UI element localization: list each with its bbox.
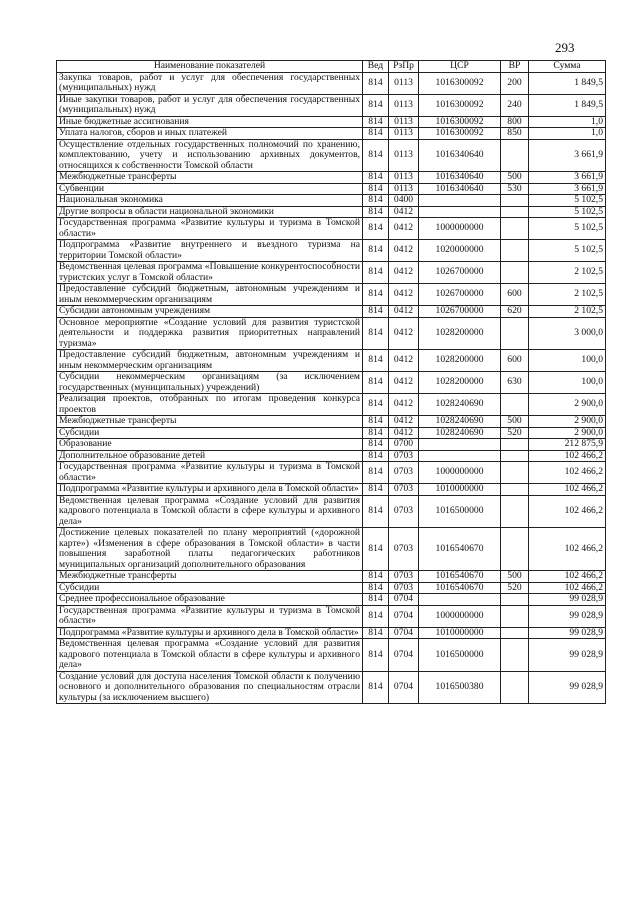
table-row <box>57 128 606 140</box>
cell-rzpr: 0703 <box>389 495 419 528</box>
cell-vr: 850 <box>501 128 529 140</box>
cell-rzpr: 0113 <box>389 116 419 128</box>
cell-ved: 814 <box>363 671 389 704</box>
cell-ved: 814 <box>363 206 389 218</box>
cell-ved: 814 <box>363 317 389 350</box>
cell-vr <box>501 594 529 606</box>
cell-vr: 520 <box>501 427 529 439</box>
table-row <box>57 372 606 394</box>
cell-csr <box>419 195 501 207</box>
cell-vr <box>501 218 529 240</box>
table-row <box>57 116 606 128</box>
table-body <box>57 72 606 704</box>
cell-rzpr: 0704 <box>389 671 419 704</box>
table-row <box>57 139 606 172</box>
cell-rzpr: 0113 <box>389 183 419 195</box>
cell-csr: 1000000000 <box>419 218 501 240</box>
cell-name: Образование <box>57 439 363 451</box>
page-number: 293 <box>555 40 575 55</box>
cell-ved: 814 <box>363 582 389 594</box>
table-row <box>57 605 606 627</box>
cell-name: Достижение целевых показателей по плану мероприятий («дорожной карте») «Изменения в сфере образования в Томской области» в части повышения заработной платы педагогических работников муниципальных организаций дополнительного образования <box>57 528 363 571</box>
cell-vr <box>501 240 529 262</box>
table-row <box>57 394 606 416</box>
cell-rzpr: 0400 <box>389 195 419 207</box>
cell-vr <box>501 495 529 528</box>
cell-name: Государственная программа «Развитие культуры и туризма в Томской области» <box>57 218 363 240</box>
cell-rzpr: 0412 <box>389 284 419 306</box>
table-row <box>57 317 606 350</box>
cell-name: Субсидии <box>57 427 363 439</box>
table-row <box>57 262 606 284</box>
cell-vr <box>501 262 529 284</box>
cell-name: Создание условий для доступа населения Томской области к получению основного и дополнительного образования по специальностям отрасли культуры (за исключением высшего) <box>57 671 363 704</box>
cell-ved: 814 <box>363 416 389 428</box>
cell-csr: 1016540670 <box>419 528 501 571</box>
cell-csr: 1016500380 <box>419 671 501 704</box>
cell-sum: 99 028,9 <box>529 594 606 606</box>
cell-vr <box>501 639 529 672</box>
cell-csr: 1020000000 <box>419 240 501 262</box>
cell-name: Предоставление субсидий бюджетным, автономным учреждениям и иным некоммерческим организациям <box>57 350 363 372</box>
cell-name: Подпрограмма «Развитие внутреннего и въездного туризма на территории Томской области» <box>57 240 363 262</box>
cell-sum: 99 028,9 <box>529 605 606 627</box>
cell-rzpr: 0703 <box>389 484 419 496</box>
cell-vr: 620 <box>501 306 529 318</box>
cell-ved: 814 <box>363 594 389 606</box>
cell-vr: 200 <box>501 72 529 94</box>
cell-ved: 814 <box>363 372 389 394</box>
cell-rzpr: 0412 <box>389 416 419 428</box>
cell-sum: 102 466,2 <box>529 528 606 571</box>
cell-sum: 5 102,5 <box>529 195 606 207</box>
cell-csr: 1028200000 <box>419 317 501 350</box>
table-row <box>57 183 606 195</box>
cell-rzpr: 0704 <box>389 594 419 606</box>
table-row <box>57 350 606 372</box>
cell-csr: 1016540670 <box>419 582 501 594</box>
cell-rzpr: 0412 <box>389 394 419 416</box>
header-name: Наименование показателей <box>57 61 363 73</box>
cell-ved: 814 <box>363 172 389 184</box>
cell-name: Межбюджетные трансферты <box>57 172 363 184</box>
table-row <box>57 571 606 583</box>
cell-vr: 520 <box>501 582 529 594</box>
cell-rzpr: 0113 <box>389 128 419 140</box>
table-row <box>57 450 606 462</box>
cell-name: Подпрограмма «Развитие культуры и архивного дела в Томской области» <box>57 484 363 496</box>
cell-csr: 1028200000 <box>419 372 501 394</box>
cell-csr: 1010000000 <box>419 484 501 496</box>
cell-sum: 2 102,5 <box>529 284 606 306</box>
cell-vr <box>501 484 529 496</box>
cell-sum: 3 661,9 <box>529 139 606 172</box>
cell-csr <box>419 206 501 218</box>
cell-name: Ведомственная целевая программа «Создание условий для развития кадрового потенциала в Томской области в сфере культуры и архивного дела» <box>57 495 363 528</box>
cell-name: Субсидии <box>57 582 363 594</box>
header-vr: ВР <box>501 61 529 73</box>
table-row <box>57 218 606 240</box>
table-row <box>57 427 606 439</box>
table-row <box>57 462 606 484</box>
cell-ved: 814 <box>363 183 389 195</box>
cell-ved: 814 <box>363 484 389 496</box>
cell-vr: 530 <box>501 183 529 195</box>
cell-name: Осуществление отдельных государственных полномочий по хранению, комплектованию, учету и использованию архивных документов, относящихся к собственности Томской области <box>57 139 363 172</box>
table-row <box>57 671 606 704</box>
cell-rzpr: 0412 <box>389 262 419 284</box>
cell-sum: 5 102,5 <box>529 218 606 240</box>
cell-csr: 1026700000 <box>419 262 501 284</box>
cell-ved: 814 <box>363 639 389 672</box>
cell-name: Субсидии некоммерческим организациям (за исключением государственных (муниципальных) учреждений) <box>57 372 363 394</box>
cell-vr <box>501 394 529 416</box>
cell-csr: 1010000000 <box>419 627 501 639</box>
table-row <box>57 306 606 318</box>
cell-rzpr: 0412 <box>389 317 419 350</box>
cell-name: Дополнительное образование детей <box>57 450 363 462</box>
table-row <box>57 484 606 496</box>
cell-name: Межбюджетные трансферты <box>57 416 363 428</box>
cell-vr: 800 <box>501 116 529 128</box>
cell-name: Иные бюджетные ассигнования <box>57 116 363 128</box>
cell-rzpr: 0412 <box>389 306 419 318</box>
cell-sum: 1 849,5 <box>529 94 606 116</box>
cell-csr: 1028240690 <box>419 394 501 416</box>
cell-sum: 102 466,2 <box>529 484 606 496</box>
cell-csr: 1016340640 <box>419 139 501 172</box>
table-row <box>57 439 606 451</box>
cell-ved: 814 <box>363 218 389 240</box>
header-csr: ЦСР <box>419 61 501 73</box>
cell-vr <box>501 139 529 172</box>
cell-vr: 630 <box>501 372 529 394</box>
cell-vr: 500 <box>501 416 529 428</box>
cell-sum: 99 028,9 <box>529 627 606 639</box>
cell-sum: 1 849,5 <box>529 72 606 94</box>
cell-sum: 3 661,9 <box>529 183 606 195</box>
cell-name: Реализация проектов, отобранных по итогам проведения конкурса проектов <box>57 394 363 416</box>
cell-ved: 814 <box>363 450 389 462</box>
cell-csr: 1028240690 <box>419 427 501 439</box>
cell-rzpr: 0704 <box>389 639 419 672</box>
cell-vr: 500 <box>501 172 529 184</box>
cell-ved: 814 <box>363 284 389 306</box>
cell-name: Иные закупки товаров, работ и услуг для обеспечения государственных (муниципальных) нужд <box>57 94 363 116</box>
cell-rzpr: 0412 <box>389 240 419 262</box>
cell-ved: 814 <box>363 462 389 484</box>
table-row <box>57 240 606 262</box>
cell-ved: 814 <box>363 116 389 128</box>
cell-vr <box>501 439 529 451</box>
cell-name: Ведомственная целевая программа «Создание условий для развития кадрового потенциала в Томской области в сфере культуры и архивного дела» <box>57 639 363 672</box>
cell-csr: 1026700000 <box>419 306 501 318</box>
cell-vr <box>501 528 529 571</box>
budget-table <box>56 60 606 704</box>
cell-vr <box>501 627 529 639</box>
cell-sum: 1,0 <box>529 128 606 140</box>
cell-rzpr: 0412 <box>389 427 419 439</box>
cell-sum: 1,0 <box>529 116 606 128</box>
cell-name: Национальная экономика <box>57 195 363 207</box>
cell-csr <box>419 450 501 462</box>
cell-rzpr: 0113 <box>389 72 419 94</box>
cell-name: Среднее профессиональное образование <box>57 594 363 606</box>
cell-vr: 600 <box>501 350 529 372</box>
header-sum: Сумма <box>529 61 606 73</box>
cell-ved: 814 <box>363 306 389 318</box>
cell-rzpr: 0704 <box>389 627 419 639</box>
cell-name: Субсидии автономным учреждениям <box>57 306 363 318</box>
cell-rzpr: 0113 <box>389 94 419 116</box>
cell-name: Основное мероприятие «Создание условий для развития туристской деятельности и поддержка развития приоритетных направлений туризма» <box>57 317 363 350</box>
cell-rzpr: 0703 <box>389 582 419 594</box>
cell-ved: 814 <box>363 72 389 94</box>
cell-ved: 814 <box>363 439 389 451</box>
cell-rzpr: 0412 <box>389 350 419 372</box>
cell-ved: 814 <box>363 94 389 116</box>
table-row <box>57 627 606 639</box>
cell-csr: 1016500000 <box>419 495 501 528</box>
table-row <box>57 528 606 571</box>
table-row <box>57 495 606 528</box>
header-rzpr: РзПр <box>389 61 419 73</box>
cell-rzpr: 0703 <box>389 528 419 571</box>
cell-sum: 212 875,9 <box>529 439 606 451</box>
cell-name: Другие вопросы в области национальной экономики <box>57 206 363 218</box>
cell-ved: 814 <box>363 139 389 172</box>
cell-csr: 1016300092 <box>419 116 501 128</box>
cell-rzpr: 0113 <box>389 139 419 172</box>
cell-ved: 814 <box>363 394 389 416</box>
cell-sum: 2 102,5 <box>529 262 606 284</box>
table-row <box>57 639 606 672</box>
cell-vr <box>501 317 529 350</box>
cell-name: Закупка товаров, работ и услуг для обеспечения государственных (муниципальных) нужд <box>57 72 363 94</box>
cell-sum: 102 466,2 <box>529 582 606 594</box>
table-row <box>57 72 606 94</box>
cell-rzpr: 0703 <box>389 462 419 484</box>
table-row <box>57 594 606 606</box>
header-ved: Вед <box>363 61 389 73</box>
table-row <box>57 195 606 207</box>
cell-csr: 1016340640 <box>419 183 501 195</box>
cell-csr: 1000000000 <box>419 605 501 627</box>
cell-name: Подпрограмма «Развитие культуры и архивного дела в Томской области» <box>57 627 363 639</box>
cell-sum: 2 102,5 <box>529 306 606 318</box>
cell-sum: 2 900,0 <box>529 427 606 439</box>
table-row <box>57 206 606 218</box>
cell-ved: 814 <box>363 262 389 284</box>
cell-vr: 240 <box>501 94 529 116</box>
cell-csr: 1000000000 <box>419 462 501 484</box>
cell-name: Государственная программа «Развитие культуры и туризма в Томской области» <box>57 462 363 484</box>
cell-csr <box>419 439 501 451</box>
cell-csr: 1016300092 <box>419 72 501 94</box>
cell-ved: 814 <box>363 495 389 528</box>
table-row <box>57 582 606 594</box>
cell-vr: 500 <box>501 571 529 583</box>
cell-sum: 100,0 <box>529 372 606 394</box>
cell-ved: 814 <box>363 427 389 439</box>
cell-rzpr: 0412 <box>389 206 419 218</box>
cell-rzpr: 0412 <box>389 218 419 240</box>
cell-ved: 814 <box>363 528 389 571</box>
cell-ved: 814 <box>363 627 389 639</box>
cell-ved: 814 <box>363 571 389 583</box>
cell-rzpr: 0412 <box>389 372 419 394</box>
cell-ved: 814 <box>363 128 389 140</box>
cell-vr: 600 <box>501 284 529 306</box>
cell-rzpr: 0113 <box>389 172 419 184</box>
cell-csr: 1016340640 <box>419 172 501 184</box>
cell-sum: 3 661,9 <box>529 172 606 184</box>
cell-vr <box>501 195 529 207</box>
cell-sum: 5 102,5 <box>529 206 606 218</box>
cell-vr <box>501 206 529 218</box>
cell-ved: 814 <box>363 240 389 262</box>
cell-csr: 1016300092 <box>419 94 501 116</box>
cell-name: Субвенции <box>57 183 363 195</box>
cell-csr <box>419 594 501 606</box>
cell-name: Предоставление субсидий бюджетным, автономным учреждениям и иным некоммерческим организациям <box>57 284 363 306</box>
cell-sum: 99 028,9 <box>529 639 606 672</box>
cell-sum: 102 466,2 <box>529 495 606 528</box>
cell-sum: 100,0 <box>529 350 606 372</box>
table-row <box>57 172 606 184</box>
cell-sum: 2 900,0 <box>529 416 606 428</box>
header-row <box>57 61 606 73</box>
cell-sum: 102 466,2 <box>529 462 606 484</box>
cell-vr <box>501 450 529 462</box>
cell-ved: 814 <box>363 195 389 207</box>
cell-vr <box>501 462 529 484</box>
cell-csr: 1026700000 <box>419 284 501 306</box>
cell-sum: 3 000,0 <box>529 317 606 350</box>
cell-csr: 1028240690 <box>419 416 501 428</box>
cell-ved: 814 <box>363 350 389 372</box>
cell-vr <box>501 671 529 704</box>
cell-rzpr: 0703 <box>389 450 419 462</box>
cell-csr: 1028200000 <box>419 350 501 372</box>
table-row <box>57 284 606 306</box>
table-row <box>57 94 606 116</box>
cell-sum: 2 900,0 <box>529 394 606 416</box>
cell-sum: 5 102,5 <box>529 240 606 262</box>
cell-csr: 1016300092 <box>419 128 501 140</box>
cell-sum: 99 028,9 <box>529 671 606 704</box>
cell-name: Ведомственная целевая программа «Повышение конкурентоспособности туристских услуг в Томской области» <box>57 262 363 284</box>
cell-sum: 102 466,2 <box>529 571 606 583</box>
cell-rzpr: 0704 <box>389 605 419 627</box>
cell-csr: 1016540670 <box>419 571 501 583</box>
cell-name: Межбюджетные трансферты <box>57 571 363 583</box>
cell-sum: 102 466,2 <box>529 450 606 462</box>
cell-name: Уплата налогов, сборов и иных платежей <box>57 128 363 140</box>
cell-rzpr: 0703 <box>389 571 419 583</box>
table-row <box>57 416 606 428</box>
cell-ved: 814 <box>363 605 389 627</box>
cell-csr: 1016500000 <box>419 639 501 672</box>
cell-rzpr: 0700 <box>389 439 419 451</box>
cell-vr <box>501 605 529 627</box>
cell-name: Государственная программа «Развитие культуры и туризма в Томской области» <box>57 605 363 627</box>
